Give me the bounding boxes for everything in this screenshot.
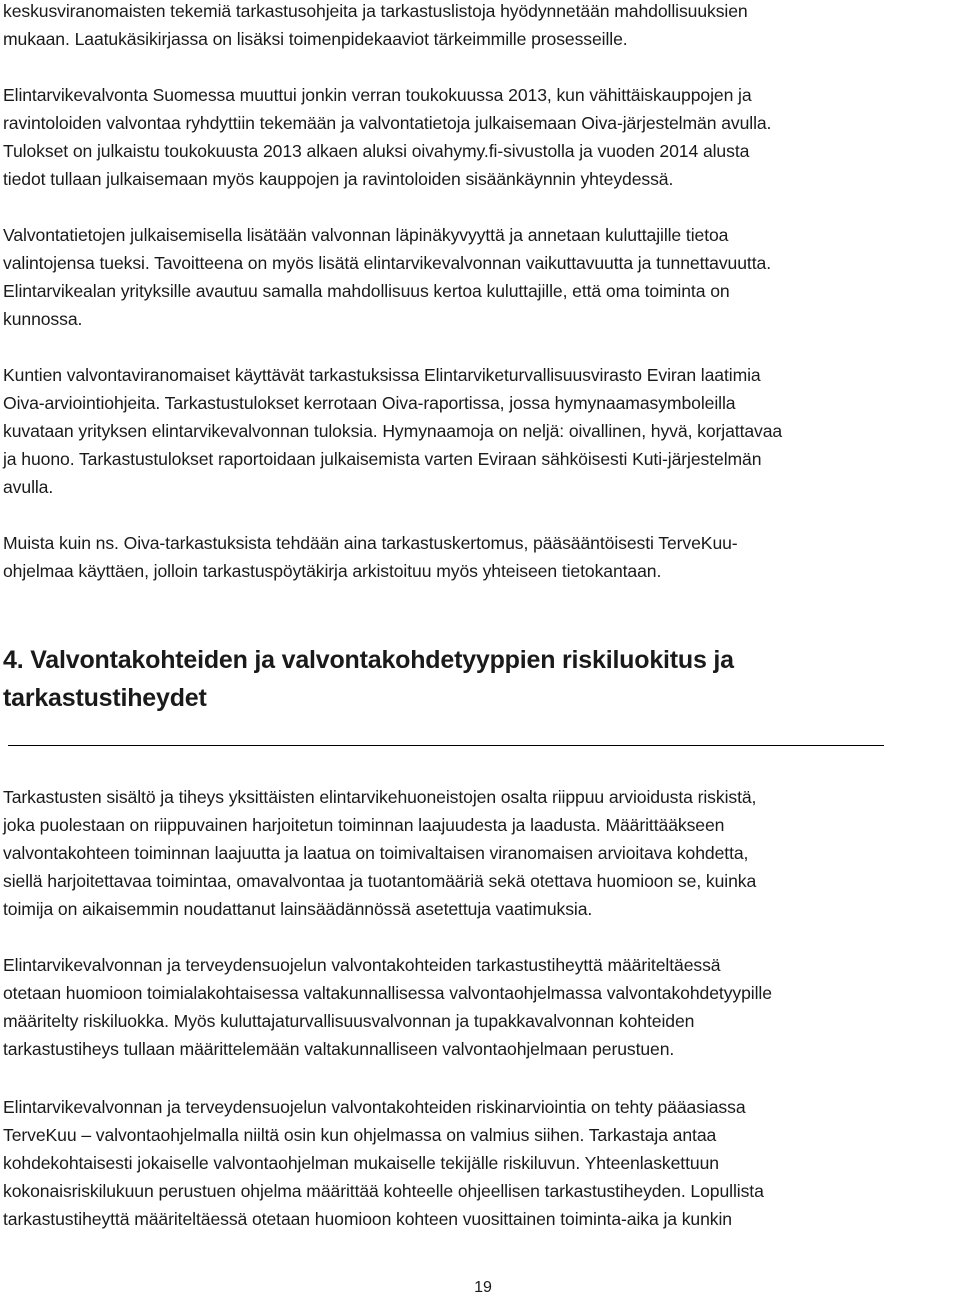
text-line: Muista kuin ns. Oiva-tarkastuksista tehdään aina tarkastuskertomus, pääsääntöisesti TerveKuu-: [3, 533, 738, 553]
text-line: Valvontatietojen julkaisemisella lisätään valvonnan läpinäkyvyyttä ja annetaan kuluttajille tietoa: [3, 225, 729, 245]
text-line: mukaan. Laatukäsikirjassa on lisäksi toimenpidekaaviot tärkeimmille prosesseille.: [3, 29, 628, 49]
text-line: Elintarvikevalvonnan ja terveydensuojelun valvontakohteiden tarkastustiheyttä määriteltäessä: [3, 955, 721, 975]
text-line: siellä harjoitettavaa toimintaa, omavalvontaa ja tuotantomääriä sekä otettava huomioon se, kuinka: [3, 871, 757, 891]
heading-line: tarkastustiheydet: [3, 684, 207, 712]
text-line: ravintoloiden valvontaa ryhdyttiin tekemään ja valvontatietoja julkaisemaan Oiva-järjestelmän avulla.: [3, 113, 772, 133]
text-line: tarkastustiheyttä määriteltäessä otetaan huomioon kohteen vuosittainen toiminta-aika ja kunkin: [3, 1209, 732, 1229]
text-line: TerveKuu – valvontaohjelmalla niiltä osin kun ohjelmassa on valmius siihen. Tarkastaja antaa: [3, 1125, 717, 1145]
text-line: kunnossa.: [3, 309, 83, 329]
text-line: Kuntien valvontaviranomaiset käyttävät tarkastuksissa Elintarviketurvallisuusvirasto Eviran laatimia: [3, 365, 761, 385]
horizontal-rule: [8, 745, 884, 746]
text-line: valintojensa tueksi. Tavoitteena on myös lisätä elintarvikevalvonnan vaikuttavuutta ja tunnettavuutta.: [3, 253, 771, 273]
text-line: kuvataan yrityksen elintarvikevalvonnan tuloksia. Hymynaamoja on neljä: oivallinen, hyvä, korjattavaa: [3, 421, 783, 441]
text-line: kohdekohtaisesti jokaiselle valvontaohjelman mukaiselle tekijälle riskiluvun. Yhteenlaskettuun: [3, 1153, 719, 1173]
text-line: määritelty riskiluokka. Myös kuluttajaturvallisuusvalvonnan ja tupakkavalvonnan kohteiden: [3, 1011, 695, 1031]
heading-line: 4. Valvontakohteiden ja valvontakohdetyyppien riskiluokitus ja: [3, 646, 734, 674]
text-line: kokonaisriskilukuun perustuen ohjelma määrittää kohteelle ohjeellisen tarkastustiheyden. Lopullista: [3, 1181, 764, 1201]
text-line: Tarkastusten sisältö ja tiheys yksittäisten elintarvikehuoneistojen osalta riippuu arvioidusta riskistä,: [3, 787, 757, 807]
text-line: keskusviranomaisten tekemiä tarkastusohjeita ja tarkastuslistoja hyödynnetään mahdollisuuksien: [3, 1, 748, 21]
text-line: avulla.: [3, 477, 54, 497]
text-line: toimija on aikaisemmin noudattanut lainsäädännössä asetettuja vaatimuksia.: [3, 899, 593, 919]
text-line: valvontakohteen toiminnan laajuutta ja laatua on toimivaltaisen viranomaisen arvioitava kohdetta,: [3, 843, 749, 863]
text-line: tarkastustiheys tullaan määrittelemään valtakunnalliseen valvontaohjelmaan perustuen.: [3, 1039, 675, 1059]
text-line: tiedot tullaan julkaisemaan myös kauppojen ja ravintoloiden sisäänkäynnin yhteydessä.: [3, 169, 674, 189]
text-line: ohjelmaa käyttäen, jolloin tarkastuspöytäkirja arkistoituu myös yhteiseen tietokantaan.: [3, 561, 662, 581]
text-line: Elintarvikevalvonnan ja terveydensuojelun valvontakohteiden riskinarviointia on tehty pääasiassa: [3, 1097, 746, 1117]
text-line: joka puolestaan on riippuvainen harjoitetun toiminnan laajuudesta ja laadusta. Määrittääkseen: [3, 815, 725, 835]
text-line: Tulokset on julkaistu toukokuusta 2013 alkaen aluksi oivahymy.fi-sivustolla ja vuoden 2014 alusta: [3, 141, 750, 161]
page-number: 19: [474, 1279, 492, 1296]
text-line: Elintarvikealan yrityksille avautuu samalla mahdollisuus kertoa kuluttajille, että oma toiminta on: [3, 281, 730, 301]
text-line: ja huono. Tarkastustulokset raportoidaan julkaisemista varten Eviraan sähköisesti Kuti-järjestelmän: [3, 449, 762, 469]
text-line: otetaan huomioon toimialakohtaisessa valtakunnallisessa valvontaohjelmassa valvontakohdetyypille: [3, 983, 772, 1003]
text-line: Oiva-arviointiohjeita. Tarkastustulokset kerrotaan Oiva-raportissa, jossa hymynaamasymboleilla: [3, 393, 736, 413]
text-line: Elintarvikevalvonta Suomessa muuttui jonkin verran toukokuussa 2013, kun vähittäiskauppojen ja: [3, 85, 752, 105]
